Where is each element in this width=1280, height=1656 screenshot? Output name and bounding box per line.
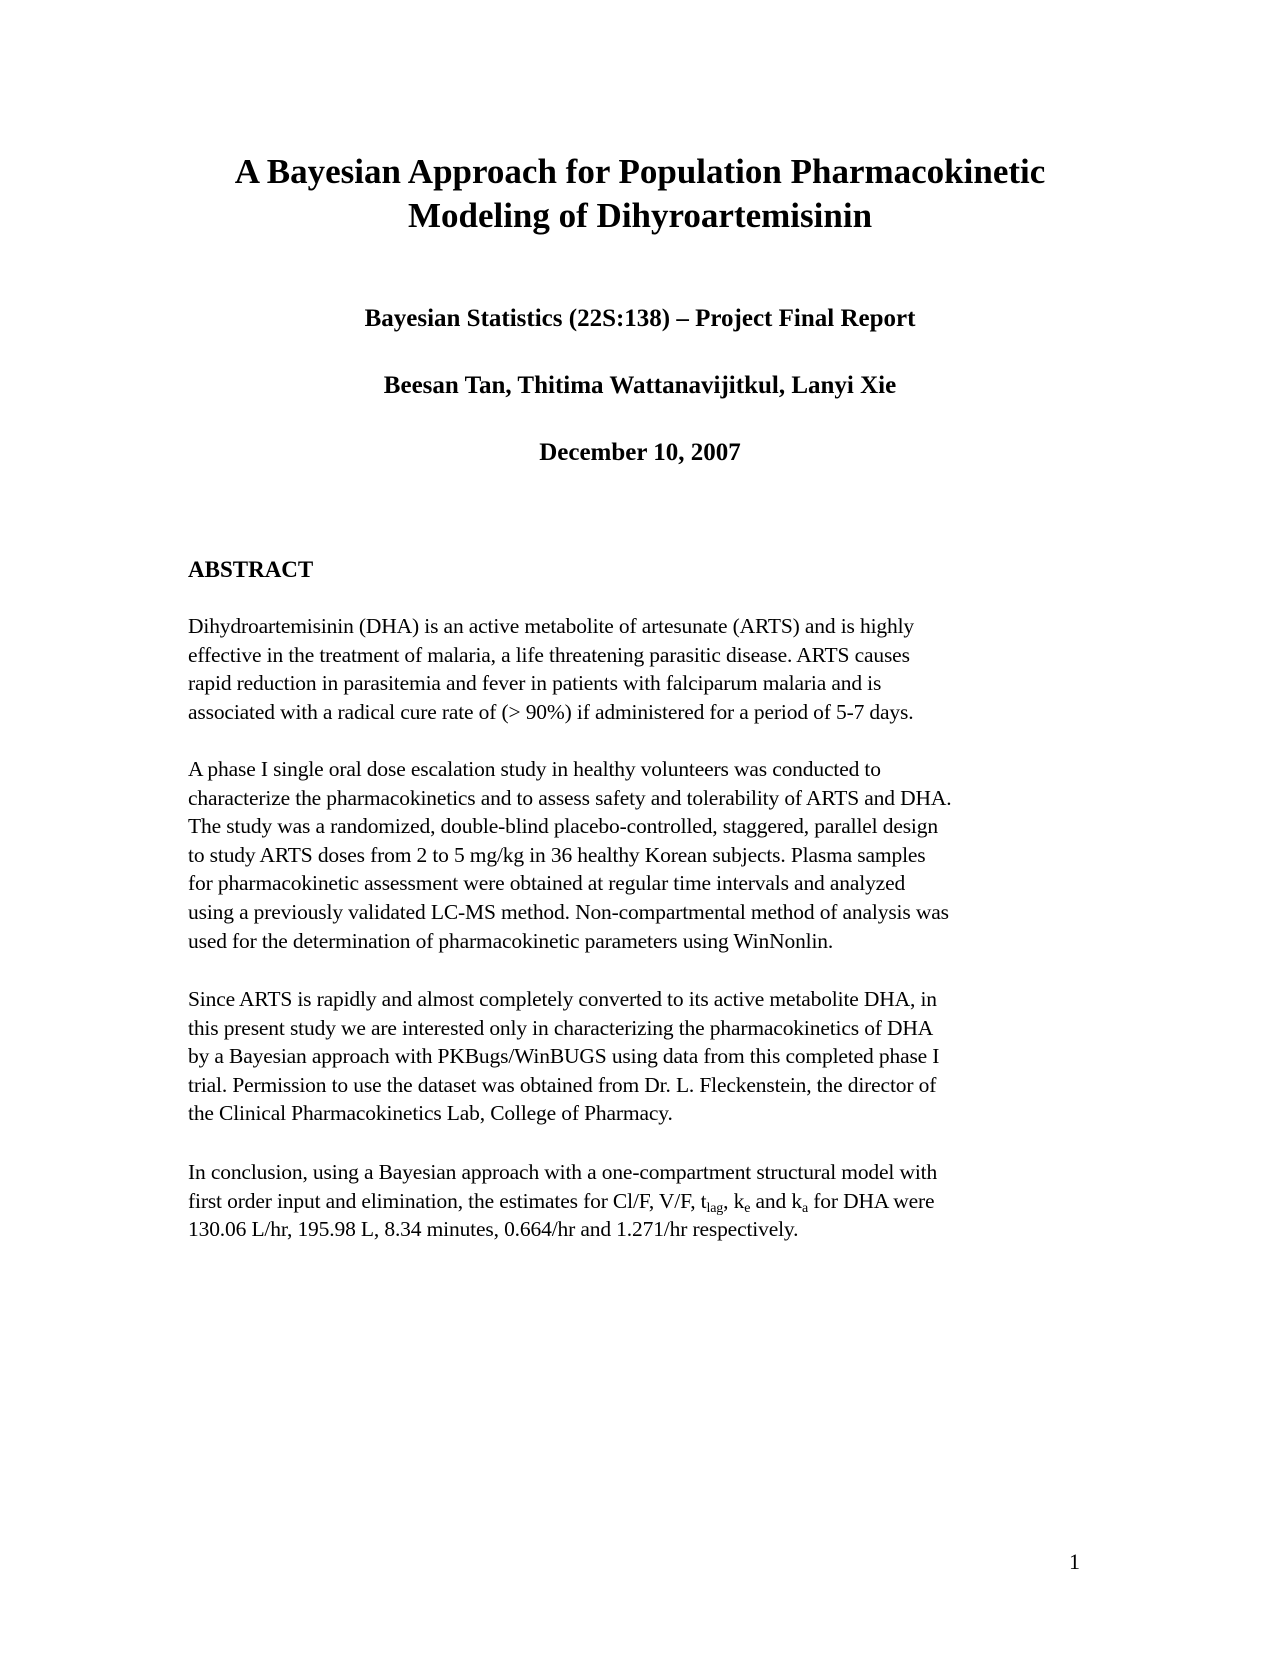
paragraph-line-with-subscripts <box>188 1187 1118 1216</box>
paragraph-line: used for the determination of pharmacokinetic parameters using WinNonlin. <box>188 928 834 953</box>
paragraph-line: A phase I single oral dose escalation study in healthy volunteers was conducted to <box>188 757 881 781</box>
subscript-a: a <box>801 1200 809 1216</box>
paragraph-line: this present study we are interested only in characterizing the pharmacokinetics of DHA <box>188 1015 934 1040</box>
paragraph-line: by a Bayesian approach with PKBugs/WinBUGS using data from this completed phase I <box>188 1044 940 1069</box>
text-fragment: first order input and elimination, the estimates for Cl/F, V/F, t <box>188 1188 707 1213</box>
paragraph-line: using a previously validated LC-MS method. Non-compartmental method of analysis was <box>188 899 949 924</box>
abstract-paragraph-1 <box>188 612 1118 726</box>
paragraph-line: effective in the treatment of malaria, a life threatening parasitic disease. ARTS causes <box>188 642 910 667</box>
paragraph-line: Since ARTS is rapidly and almost completely converted to its active metabolite DHA, in <box>188 987 937 1011</box>
subscript-lag: lag <box>706 1200 724 1216</box>
abstract-paragraph-4 <box>188 1158 1118 1244</box>
author-list: Beesan Tan, Thitima Wattanavijitkul, Lanyi Xie <box>383 372 897 399</box>
paragraph-line: trial. Permission to use the dataset was obtained from Dr. L. Fleckenstein, the director of <box>188 1072 937 1097</box>
paragraph-line: 130.06 L/hr, 195.98 L, 8.34 minutes, 0.664/hr and 1.271/hr respectively. <box>188 1217 799 1242</box>
paragraph-line: the Clinical Pharmacokinetics Lab, College of Pharmacy. <box>188 1101 673 1126</box>
abstract-heading: ABSTRACT <box>188 557 314 582</box>
report-date: December 10, 2007 <box>539 439 741 466</box>
page-number: 1 <box>1069 1549 1080 1574</box>
abstract-paragraph-2 <box>188 755 1118 955</box>
paragraph-line: associated with a radical cure rate of (> 90%) if administered for a period of 5-7 days. <box>188 699 914 724</box>
paper-title-line-2: Modeling of Dihyroartemisinin <box>407 196 873 235</box>
paper-title <box>120 150 1160 238</box>
paper-title-line-1: A Bayesian Approach for Population Pharmacokinetic <box>234 152 1046 191</box>
paragraph-line: In conclusion, using a Bayesian approach with a one-compartment structural model with <box>188 1160 938 1184</box>
report-subtitle: Bayesian Statistics (22S:138) – Project Final Report <box>364 305 916 332</box>
paragraph-line: rapid reduction in parasitemia and fever in patients with falciparum malaria and is <box>188 671 882 696</box>
text-fragment: for DHA were <box>808 1188 935 1213</box>
paragraph-line: The study was a randomized, double-blind placebo-controlled, staggered, parallel design <box>188 814 938 839</box>
paragraph-line: characterize the pharmacokinetics and to assess safety and tolerability of ARTS and DHA. <box>188 785 952 810</box>
text-fragment: and k <box>750 1188 802 1213</box>
paragraph-line: for pharmacokinetic assessment were obtained at regular time intervals and analyzed <box>188 871 906 896</box>
subscript-e: e <box>744 1200 751 1216</box>
text-fragment: , k <box>723 1188 745 1213</box>
paragraph-line: Dihydroartemisinin (DHA) is an active metabolite of artesunate (ARTS) and is highly <box>188 614 915 638</box>
abstract-paragraph-3 <box>188 985 1118 1128</box>
paragraph-line: to study ARTS doses from 2 to 5 mg/kg in 36 healthy Korean subjects. Plasma samples <box>188 842 926 867</box>
